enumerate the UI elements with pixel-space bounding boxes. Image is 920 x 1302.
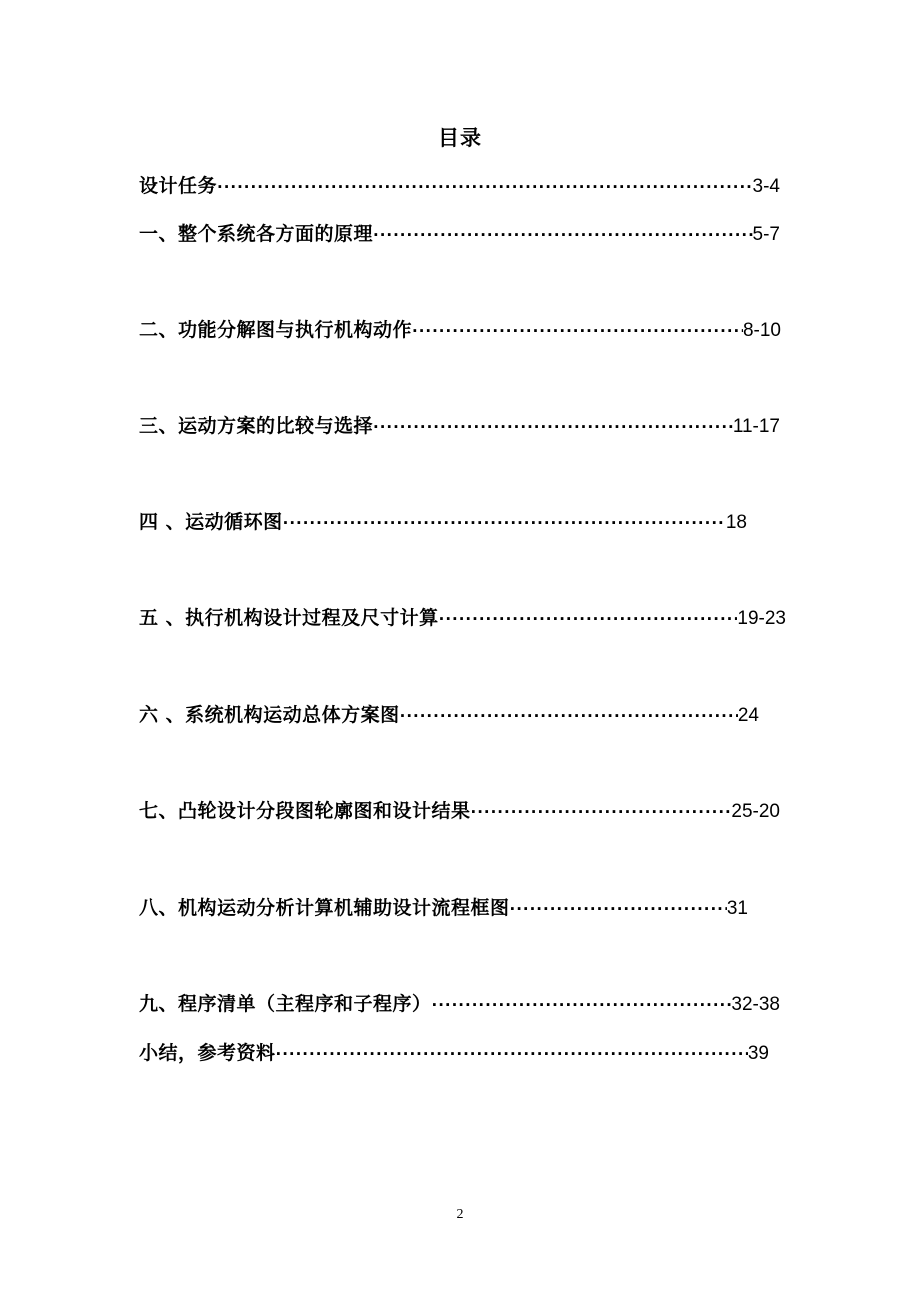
toc-entry-page: 8-10 — [742, 320, 781, 341]
toc-entry-label: 二、功能分解图与执行机构动作 — [139, 319, 413, 341]
toc-entry — [139, 412, 780, 440]
toc-leader-dots — [373, 413, 733, 441]
toc-leader-dots — [217, 173, 753, 201]
toc-entry — [139, 894, 748, 922]
toc-entry-page: 11-17 — [732, 416, 780, 437]
toc-entry — [139, 220, 780, 248]
toc-entry-label: 小结，参考资料 — [139, 1042, 276, 1064]
toc-entry — [139, 316, 781, 344]
toc-title: 目录 — [438, 126, 482, 150]
toc-leader-dots — [412, 317, 743, 345]
toc-leader-dots — [432, 991, 732, 1019]
toc-entry — [139, 508, 747, 536]
toc-entry-page: 19-23 — [737, 608, 786, 629]
toc-entry-label: 四 、运动循环图 — [139, 511, 283, 533]
toc-entry-page: 5-7 — [752, 224, 780, 245]
toc-leader-dots — [400, 702, 738, 730]
toc-entry-page: 39 — [747, 1043, 769, 1064]
toc-entry — [139, 1039, 769, 1067]
toc-entry-label: 七、凸轮设计分段图轮廓图和设计结果 — [139, 800, 471, 822]
toc-entry-label: 八、机构运动分析计算机辅助设计流程框图 — [139, 897, 510, 919]
toc-leader-dots — [439, 605, 738, 633]
toc-entry — [139, 172, 780, 200]
toc-entry-label: 五 、执行机构设计过程及尺寸计算 — [139, 607, 439, 629]
toc-leader-dots — [276, 1040, 748, 1068]
toc-entry-label: 六 、系统机构运动总体方案图 — [139, 704, 400, 726]
toc-leader-dots — [373, 221, 753, 249]
toc-entry — [139, 990, 780, 1018]
toc-entry-label: 一、整个系统各方面的原理 — [139, 223, 374, 245]
toc-entry-page: 31 — [726, 898, 748, 919]
toc-entry-label: 三、运动方案的比较与选择 — [139, 415, 374, 437]
toc-entry-page: 32-38 — [731, 994, 780, 1015]
toc-leader-dots — [510, 895, 727, 923]
toc-leader-dots — [471, 798, 732, 826]
toc-entry-label: 设计任务 — [139, 175, 218, 197]
toc-entry-page: 3-4 — [752, 176, 780, 197]
toc-entry — [139, 701, 759, 729]
toc-entry-label: 九、程序清单（主程序和子程序） — [139, 993, 432, 1015]
toc-leader-dots — [283, 509, 726, 537]
toc-entry — [139, 604, 786, 632]
toc-entry-page: 18 — [725, 512, 747, 533]
toc-entry — [139, 797, 780, 825]
toc-entry-page: 24 — [737, 705, 759, 726]
page-number: 2 — [456, 1207, 464, 1222]
toc-entry-page: 25-20 — [731, 801, 780, 822]
